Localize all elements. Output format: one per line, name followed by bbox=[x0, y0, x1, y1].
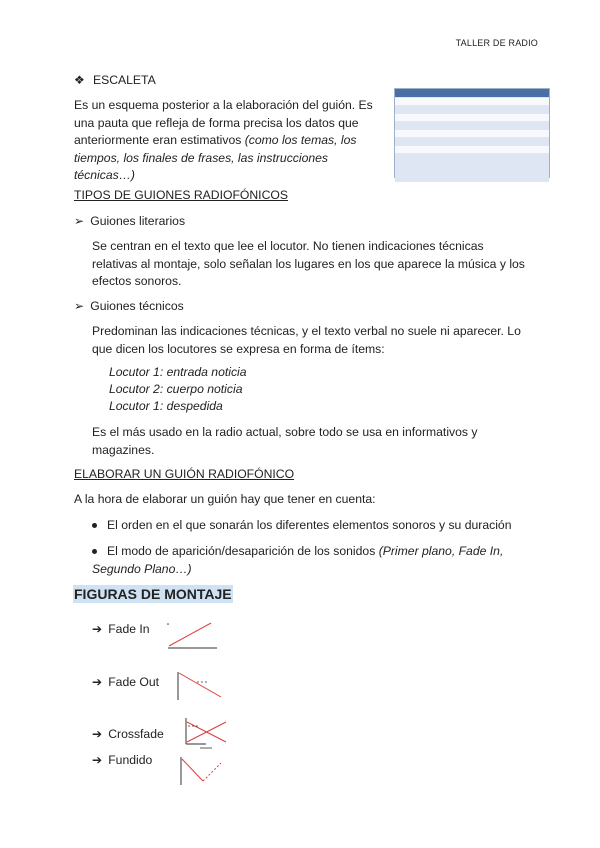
escaleta-table-image bbox=[394, 88, 550, 178]
fade-in-diagram bbox=[165, 618, 221, 654]
diamond-bullet-icon: ❖ bbox=[74, 73, 85, 87]
fade-out-item bbox=[92, 674, 159, 692]
elaborar-intro: A la hora de elaborar un guión hay que tener en cuenta: bbox=[74, 492, 376, 506]
tipos-heading: TIPOS DE GUIONES RADIOFÓNICOS bbox=[74, 188, 288, 202]
arrow-right-icon: ➔ bbox=[92, 727, 103, 741]
crossfade-label: Crossfade bbox=[108, 727, 164, 741]
fade-out-diagram bbox=[175, 670, 227, 702]
tecnicos-description: Predominan las indicaciones técnicas, y el texto verbal no suele ni aparecer. Lo que dicen los locutores se expresa en forma de ítems: bbox=[92, 324, 521, 356]
escaleta-heading-line bbox=[74, 72, 156, 90]
elaborar-heading: ELABORAR UN GUIÓN RADIOFÓNICO bbox=[74, 467, 295, 481]
escaleta-heading: ESCALETA bbox=[92, 73, 156, 87]
fade-in-label: Fade In bbox=[108, 622, 150, 636]
dot-bullet-icon bbox=[92, 549, 97, 554]
arrow-right-icon: ➔ bbox=[92, 622, 103, 636]
elaborar-bullet-1-text: El orden en el que sonarán los diferentes elementos sonoros y su duración bbox=[107, 518, 512, 532]
fundido-diagram bbox=[177, 755, 225, 787]
tecnicos-item bbox=[74, 298, 184, 316]
fade-in-item bbox=[92, 621, 150, 639]
tecnicos-title: Guiones técnicos bbox=[90, 299, 184, 313]
escaleta-paragraph bbox=[74, 97, 374, 185]
fade-out-label: Fade Out bbox=[108, 675, 160, 689]
dot-bullet-icon bbox=[92, 523, 97, 528]
crossfade-item bbox=[92, 726, 164, 744]
escaleta-text-italic: (como los temas, los tiempos, los finales de frases, las instrucciones técnicas…) bbox=[74, 133, 357, 182]
page-header-title: TALLER DE RADIO bbox=[455, 38, 538, 48]
tecnicos-usage: Es el más usado en la radio actual, sobre todo se usa en informativos y magazines. bbox=[92, 425, 478, 457]
elaborar-bullet-2-text: El modo de aparición/desaparición de los sonidos bbox=[107, 544, 379, 558]
crossfade-diagram bbox=[182, 716, 230, 752]
arrowhead-bullet-icon: ➢ bbox=[74, 214, 85, 228]
locutor-example-1: Locutor 1: entrada noticia bbox=[109, 365, 247, 379]
literarios-title: Guiones literarios bbox=[90, 214, 186, 228]
elaborar-bullet-2-italic: (Primer plano, Fade In, Segundo Plano…) bbox=[92, 544, 504, 576]
fundido-label: Fundido bbox=[108, 753, 153, 767]
figuras-heading: FIGURAS DE MONTAJE bbox=[74, 586, 232, 602]
literarios-description: Se centran en el texto que lee el locutor. No tienen indicaciones técnicas relativas al montaje, solo señalan los lugares en los que aparece la música y los efectos sonoros. bbox=[92, 239, 525, 288]
elaborar-bullet-2 bbox=[92, 543, 532, 578]
elaborar-bullet-1 bbox=[92, 517, 532, 535]
arrow-right-icon: ➔ bbox=[92, 753, 103, 767]
locutor-example-2: Locutor 2: cuerpo noticia bbox=[109, 382, 243, 396]
figuras-heading-wrap bbox=[73, 586, 233, 604]
arrow-right-icon: ➔ bbox=[92, 675, 103, 689]
fundido-item bbox=[92, 752, 152, 770]
escaleta-text: Es un esquema posterior a la elaboración del guión. Es una pauta que refleja de forma precisa los datos que anteriormente eran estimativos bbox=[74, 98, 373, 147]
arrowhead-bullet-icon: ➢ bbox=[74, 299, 85, 313]
literarios-item bbox=[74, 213, 185, 231]
locutor-example-3: Locutor 1: despedida bbox=[109, 399, 223, 413]
